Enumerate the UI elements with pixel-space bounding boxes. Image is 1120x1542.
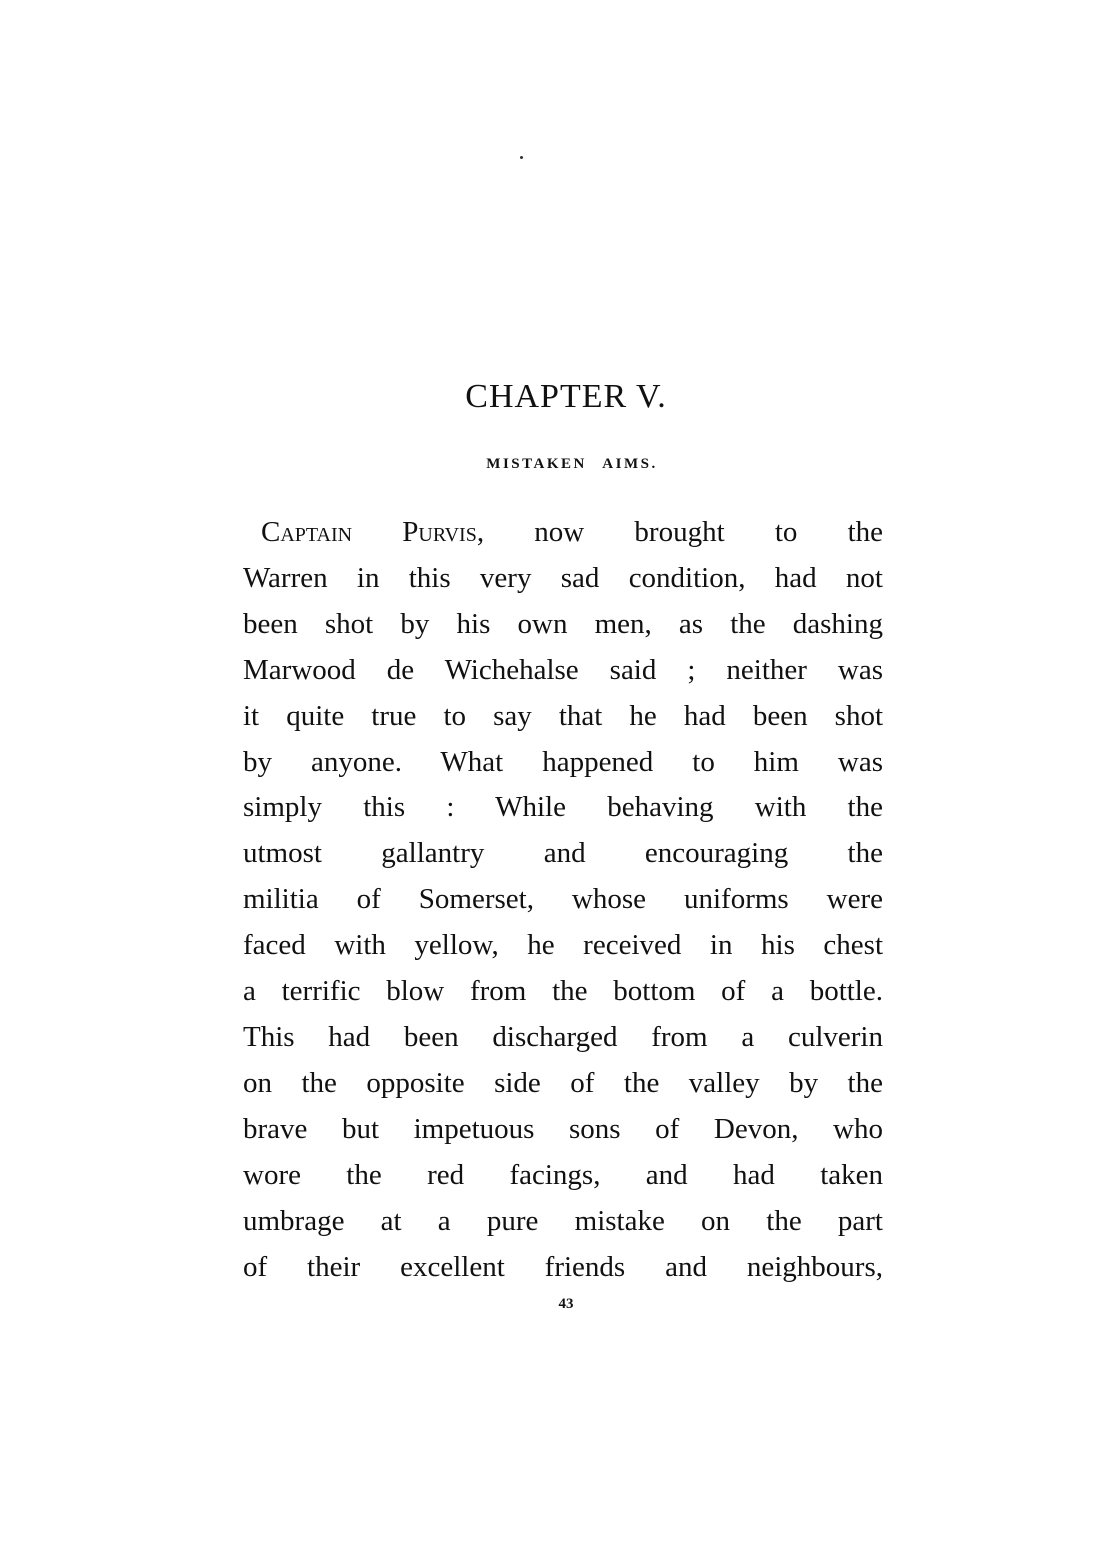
text-line: by anyone. What happened to him was [243,745,883,778]
text-line: brave but impetuous sons of Devon, who [243,1112,883,1145]
opening-name-last: Purvis, [402,516,485,548]
text-line: Warren in this very sad condition, had not [243,561,883,594]
chapter-title-text: CHAPTER V. [465,378,667,415]
text-line: wore the red facings, and had taken [243,1158,883,1191]
text-line: of their excellent friends and neighbours, [243,1250,883,1283]
text-line: been shot by his own men, as the dashing [243,607,883,640]
text-line [243,510,883,556]
text-line: faced with yellow, he received in his chest [243,929,883,962]
text-line: Marwood de Wichehalse said ; neither was [243,653,883,686]
text-line: a terrific blow from the bottom of a bottle. [243,975,883,1008]
opening-name-first: Captain [261,516,353,548]
chapter-title [0,378,1120,416]
text-line: utmost gallantry and encouraging the [243,837,883,870]
print-speck [520,156,523,159]
text-line: it quite true to say that he had been shot [243,699,883,732]
text-line-content: now brought to the [534,516,884,548]
text-line: militia of Somerset, whose uniforms were [243,883,883,916]
page-number: 43 [558,1296,574,1312]
body-paragraph [243,510,883,1290]
text-line: on the opposite side of the valley by the [243,1066,883,1099]
text-line: simply this : While behaving with the [243,791,883,824]
text-line: This had been discharged from a culverin [243,1020,883,1053]
chapter-subtitle: MISTAKEN AIMS. [486,456,658,472]
text-line: umbrage at a pure mistake on the part [243,1204,883,1237]
